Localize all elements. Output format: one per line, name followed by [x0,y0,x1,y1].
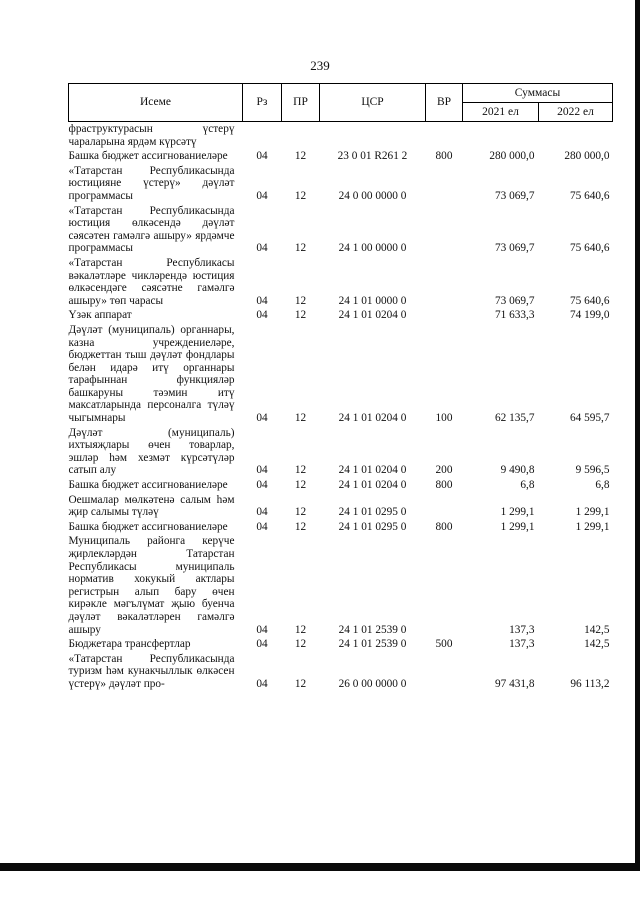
table-row [69,637,613,652]
row-amount-2021: 73 069,7 [494,189,535,202]
row-rz [243,122,282,150]
row-rz: 04 [256,506,268,519]
row-csr: 24 1 00 0000 0 [338,242,407,255]
row-amount-2022: 1 299,1 [575,520,610,533]
row-amount-2022: 280 000,0 [564,150,610,163]
row-pr: 12 [294,412,307,425]
table-row [69,204,613,256]
row-pr [282,122,320,150]
row-csr: 24 1 01 2539 0 [338,638,407,651]
header-pr: ПР [282,84,320,122]
row-csr: 24 1 01 0295 0 [338,506,407,519]
row-amount-2021: 97 431,8 [494,677,535,690]
header-name: Исеме [69,84,243,122]
table-row [69,149,613,164]
row-rz: 04 [256,189,268,202]
table-row [69,426,613,478]
row-name: «Татарстан Республикасында юстицияне үстерү» дәүләт программасы [68,164,235,202]
row-vr [426,652,463,692]
row-vr [426,122,463,150]
row-name: Дәүләт (муниципаль) органнары, казна учреждениеләре, бюджеттан тыш дәүләт фондлары белән идарә итү органнары тарафыннан функцияләр башкаруны тәэмин итү максатларында персоналга түләү чыгымнары [68,323,235,425]
row-pr: 12 [294,309,307,322]
row-pr: 12 [294,623,307,636]
row-amount-2022 [539,122,613,150]
row-csr: 24 1 01 0295 0 [338,520,407,533]
row-pr: 12 [294,189,307,202]
row-amount-2021: 73 069,7 [494,242,535,255]
row-name: Муниципаль районга керүче җирлекләрдән Татарстан Республикасы муниципаль норматив хокукый актлары регистрын алып бару өчен кирәкле мәгълүмат җыю буенча дәүләт вәкаләтләрен гамәлгә ашыру [68,535,235,636]
row-csr: 24 1 01 0204 0 [338,412,407,425]
row-csr: 24 1 01 0204 0 [338,464,407,477]
row-rz: 04 [256,309,268,322]
row-pr: 12 [294,242,307,255]
row-name: «Татарстан Республикасында юстиция өлкәсендә дәүләт сәясәтен гамәлгә ашыру» ярдәмче программасы [68,204,235,255]
table-row [69,164,613,204]
row-amount-2021: 71 633,3 [494,309,535,322]
row-amount-2022: 75 640,6 [569,242,610,255]
header-sums: Суммасы [463,84,613,103]
row-amount-2021: 73 069,7 [494,294,535,307]
table-row [69,534,613,637]
row-name: Башка бюджет ассигнованиеләре [68,150,228,163]
row-pr: 12 [294,464,307,477]
row-rz: 04 [256,242,268,255]
scan-edge-bottom [0,863,640,871]
table-row [69,520,613,535]
budget-table [68,83,613,692]
table-row [69,256,613,308]
header-vr: ВР [426,84,463,122]
row-vr: 800 [435,150,453,163]
row-pr: 12 [294,294,307,307]
row-vr: 500 [435,638,453,651]
row-name: Башка бюджет ассигнованиеләре [68,479,228,492]
row-csr: 24 1 01 2539 0 [338,623,407,636]
table-row [69,652,613,692]
row-pr: 12 [294,479,307,492]
table-row [69,122,613,150]
page-number: 239 [310,58,330,73]
row-amount-2022: 75 640,6 [569,189,610,202]
table-body [69,122,613,692]
row-name: Дәүләт (муниципаль) ихтыяҗлары өчен товарлар, эшләр һәм хезмәт күрсәтүләр сатып алу [68,426,235,477]
row-amount-2022: 142,5 [584,623,610,636]
row-rz: 04 [256,150,268,163]
row-vr [426,256,463,308]
header-year-2022: 2022 ел [539,103,613,122]
row-amount-2022: 64 595,7 [569,412,610,425]
row-amount-2021: 137,3 [509,638,535,651]
row-pr: 12 [294,506,307,519]
row-csr: 24 0 00 0000 0 [338,189,407,202]
row-name: Оешмалар мөлкәтенә салым һәм җир салымы түләү [68,493,235,519]
row-rz: 04 [256,412,268,425]
row-rz: 04 [256,638,268,651]
row-pr: 12 [294,520,307,533]
row-amount-2022: 9 596,5 [575,464,610,477]
row-rz: 04 [256,520,268,533]
row-pr: 12 [294,638,307,651]
header-rz: Рз [243,84,282,122]
row-vr: 200 [435,464,453,477]
row-pr: 12 [294,150,307,163]
row-csr: 24 1 01 0204 0 [338,479,407,492]
row-name: Бюджетара трансфертлар [68,638,191,651]
row-csr: 24 1 01 0000 0 [338,294,407,307]
row-rz: 04 [256,623,268,636]
row-csr: 23 0 01 R261 2 [337,150,408,163]
row-amount-2021: 6,8 [520,479,535,492]
row-amount-2022: 75 640,6 [569,294,610,307]
row-name: Үзәк аппарат [68,309,132,322]
row-amount-2021: 9 490,8 [500,464,535,477]
row-csr: 24 1 01 0204 0 [338,309,407,322]
row-vr: 100 [435,412,453,425]
scan-edge-right [635,0,640,871]
row-vr: 800 [435,479,453,492]
row-rz: 04 [256,677,268,690]
row-amount-2022: 142,5 [584,638,610,651]
row-name: «Татарстан Республикасы вәкаләтләре чикләрендә юстиция өлкәсендәге сәясәтне гамәлгә ашыру» төп чарасы [68,256,235,307]
row-pr: 12 [294,677,307,690]
row-name: фраструктурасын үстерү чараларына ярдәм күрсәтү [68,123,235,148]
row-rz: 04 [256,464,268,477]
row-csr: 26 0 00 0000 0 [338,677,407,690]
row-vr [426,164,463,204]
row-vr [426,308,463,323]
row-amount-2021: 280 000,0 [489,150,535,163]
row-amount-2021: 1 299,1 [500,506,535,519]
table-header [69,84,613,122]
row-amount-2021: 137,3 [509,623,535,636]
row-amount-2022: 96 113,2 [570,677,610,690]
row-amount-2021: 62 135,7 [494,412,535,425]
header-year-2021: 2021 ел [463,103,539,122]
table-row [69,493,613,520]
row-vr [426,534,463,637]
row-name: «Татарстан Республикасында туризм һәм кунакчыллык өлкәсен үстерү» дәүләт про- [68,652,235,690]
row-amount-2022: 6,8 [595,479,610,492]
row-name: Башка бюджет ассигнованиеләре [68,520,228,533]
row-vr [426,493,463,520]
row-vr: 800 [435,520,453,533]
row-rz: 04 [256,294,268,307]
row-vr [426,204,463,256]
row-amount-2022: 74 199,0 [569,309,610,322]
row-amount-2021 [463,122,539,150]
table-row [69,308,613,323]
table-row [69,478,613,493]
row-rz: 04 [256,479,268,492]
row-amount-2022: 1 299,1 [575,506,610,519]
header-csr: ЦСР [320,84,426,122]
row-amount-2021: 1 299,1 [500,520,535,533]
row-csr [320,122,426,150]
table-row [69,323,613,426]
